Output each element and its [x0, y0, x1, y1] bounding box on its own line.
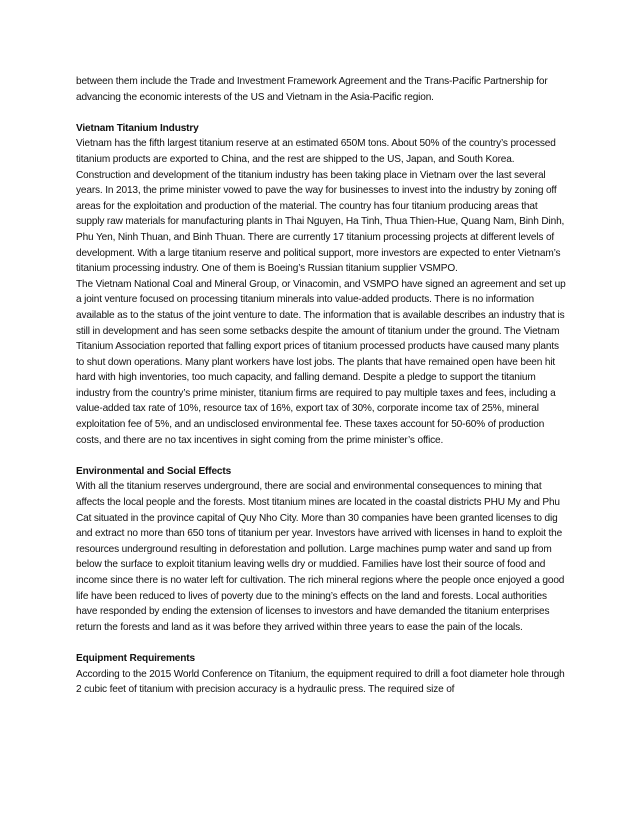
intro-paragraph: between them include the Trade and Investment Framework Agreement and the Trans-Pacific Partnership for advancing the economic interests of the US and Vietnam in the Asia-Pacific region.: [76, 76, 548, 103]
section-paragraph: With all the titanium reserves underground, there are social and environmental consequences to mining that affects the local people and the forests. Most titanium mines are located in the coastal districts PHU My and Phu Cat situated in the province capital of Quy Nho City. More than 30 companies have been granted licenses to dig and extract no more than 650 tons of titanium per year. Investors have arrived with licenses in hand to exploit the resources underground resulting in deforestation and pollution. Large machines pump water and sand up from below the surface to exploit titanium leaving wells dry or muddied. Families have lost their source of food and income since there is no water left for cultivation. The rich mineral regions where the people once enjoyed a good life have been reduced to lives of poverty due to the mining’s effects on the land and forests. Local authorities have responded by ending the extension of licenses to investors and have demanded the titanium enterprises return the forests and land as it was before they arrived within three years to ease the pain of the locals.: [76, 481, 565, 633]
section-paragraph: Vietnam has the fifth largest titanium reserve at an estimated 650M tons. About 50% of the country’s processed titanium products are exported to China, and the rest are shipped to the US, Japan, and South Korea. Construction and development of the titanium industry has been taking place in Vietnam over the last several years. In 2013, the prime minister vowed to pave the way for businesses to invest into the industry by zoning off areas for the exploitation and production of the material. The country has four titanium producing areas that supply raw materials for manufacturing plants in Thai Nguyen, Ha Tinh, Thua Thien-Hue, Quang Nam, Binh Dinh, Phu Yen, Ninh Thuan, and Binh Thuan. There are currently 17 titanium processing projects at different levels of development. With a large titanium reserve and political support, more investors are expected to enter Vietnam’s titanium processing industry. One of them is Boeing’s Russian titanium supplier VSMPO.: [76, 138, 565, 275]
document-page: [76, 74, 568, 713]
section-heading: Equipment Requirements: [76, 652, 195, 664]
section-equipment-requirements: [76, 651, 568, 698]
section-heading: Vietnam Titanium Industry: [76, 122, 199, 134]
section-paragraph: The Vietnam National Coal and Mineral Group, or Vinacomin, and VSMPO have signed an agreement and set up a joint venture focused on processing titanium minerals into value-added products. There is no information available as to the status of the joint venture to date. The information that is available describes an industry that is still in development and has seen some setbacks despite the amount of titanium under the ground. The Vietnam Titanium Association reported that falling export prices of titanium processed products have caused many plants to shut down operations. Many plant workers have lost jobs. The plants that have remained open have been hit hard with high inventories, too much capacity, and falling demand. Despite a pledge to support the titanium industry from the country’s prime minister, titanium firms are required to pay multiple taxes and fees, including a value-added tax rate of 10%, resource tax of 16%, export tax of 30%, corporate income tax of 25%, mineral exploitation fee of 5%, and an undisclosed environmental fee. These taxes account for 50-60% of production costs, and there are no tax incentives in sight coming from the prime minister’s office.: [76, 278, 566, 446]
section-paragraph: According to the 2015 World Conference on Titanium, the equipment required to drill a foot diameter hole through 2 cubic feet of titanium with precision accuracy is a hydraulic press. The required size of: [76, 668, 565, 696]
section-vietnam-titanium-industry: [76, 121, 568, 448]
section-heading: Environmental and Social Effects: [76, 465, 232, 477]
section-environmental-and-social-effects: [76, 464, 568, 636]
